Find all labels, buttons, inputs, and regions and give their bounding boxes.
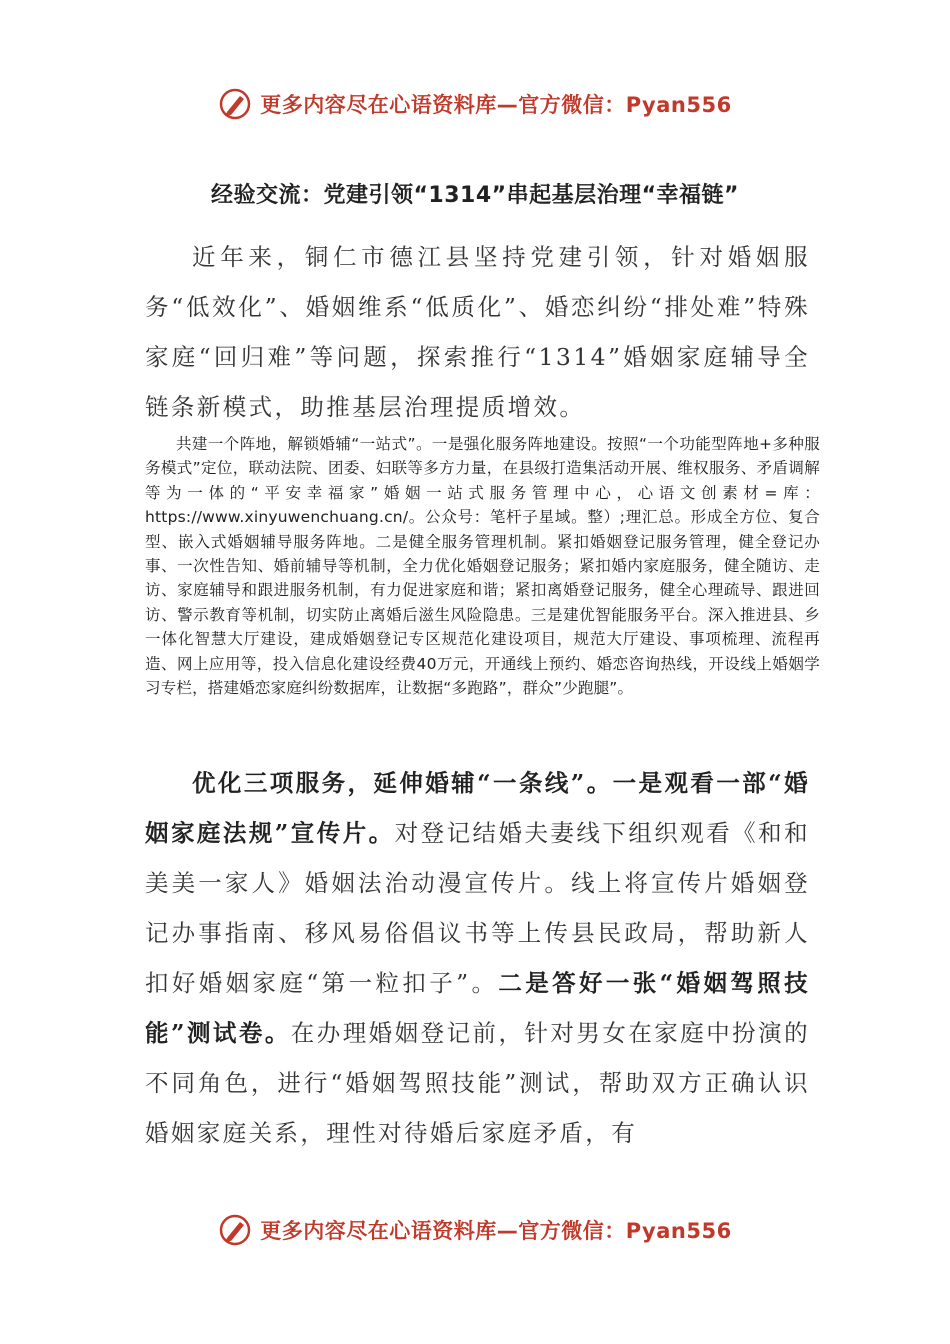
body-paragraph-1: 共建一个阵地，解锁婚辅“一站式”。一是强化服务阵地建设。按照“一个功能型阵地+多种服务模式”定位，联动法院、团委、妇联等多方力量，在县级打造集活动开展、维权服务、矛盾调解等为一体的“平安幸福家”婚姻一站式服务管理中心，心语文创素材=库：https://www.xinyuwenchuang.cn/。公众号：笔杆子星域。整）;理汇总。形成全方位、复合型、嵌入式婚姻辅导服务阵地。二是健全服务管理机制。紧扣婚姻登记服务管理，健全登记办事、一次性告知、婚前辅导等机制，全力优化婚姻登记服务；紧扣婚内家庭服务，健全随访、走访、家庭辅导和跟进服务机制，有力促进家庭和谐；紧扣离婚登记服务，健全心理疏导、跟进回访、警示教育等机制，切实防止离婚后滋生风险隐患。三是建优智能服务平台。深入推进县、乡一体化智慧大厅建设，建成婚姻登记专区规范化建设项目，规范大厅建设、事项梳理、流程再造、网上应用等，投入信息化建设经费40万元，开通线上预约、婚恋咨询热线，开设线上婚姻学习专栏，搭建婚恋家庭纠纷数据库，让数据“多跑路”，群众”少跑腿”。 — [145, 435, 820, 698]
body-paragraph-2 — [145, 758, 810, 1158]
watermark-text: 更多内容尽在心语资料库—官方微信：Pyan556 — [260, 1219, 732, 1243]
section-heading-1: 优化三项服务，延伸婚辅“一条线”。一是观看一部“婚姻家庭法规”宣传片。 — [145, 769, 810, 847]
header-watermark — [0, 84, 950, 124]
intro-paragraph: 近年来，铜仁市德江县坚持党建引领，针对婚姻服务“低效化”、婚姻维系“低质化”、婚恋纠纷“排处难”特殊家庭“回归难”等问题，探索推行“1314”婚姻家庭辅导全链条新模式，助推基层治理提质增效。 — [145, 243, 810, 421]
page-title: 经验交流：党建引领“1314”串起基层治理“幸福链” — [210, 183, 740, 208]
section-heading-2: 二是答好一张“婚姻驾照技能”测试卷。 — [145, 969, 810, 1047]
section-text-2: 在办理婚姻登记前，针对男女在家庭中扮演的不同角色，进行“婚姻驾照技能”测试，帮助双方正确认识婚姻家庭关系，理性对待婚后家庭矛盾，有 — [145, 1019, 810, 1147]
footer-watermark — [0, 1210, 950, 1250]
watermark-text: 更多内容尽在心语资料库—官方微信：Pyan556 — [260, 93, 732, 117]
pen-logo-icon — [218, 1213, 252, 1247]
section-text-1: 对登记结婚夫妻线下组织观看《和和美美一家人》婚姻法治动漫宣传片。线上将宣传片婚姻登记办事指南、移风易俗倡议书等上传县民政局，帮助新人扣好婚姻家庭“第一粒扣子”。 — [145, 819, 810, 997]
pen-logo-icon — [218, 87, 252, 121]
